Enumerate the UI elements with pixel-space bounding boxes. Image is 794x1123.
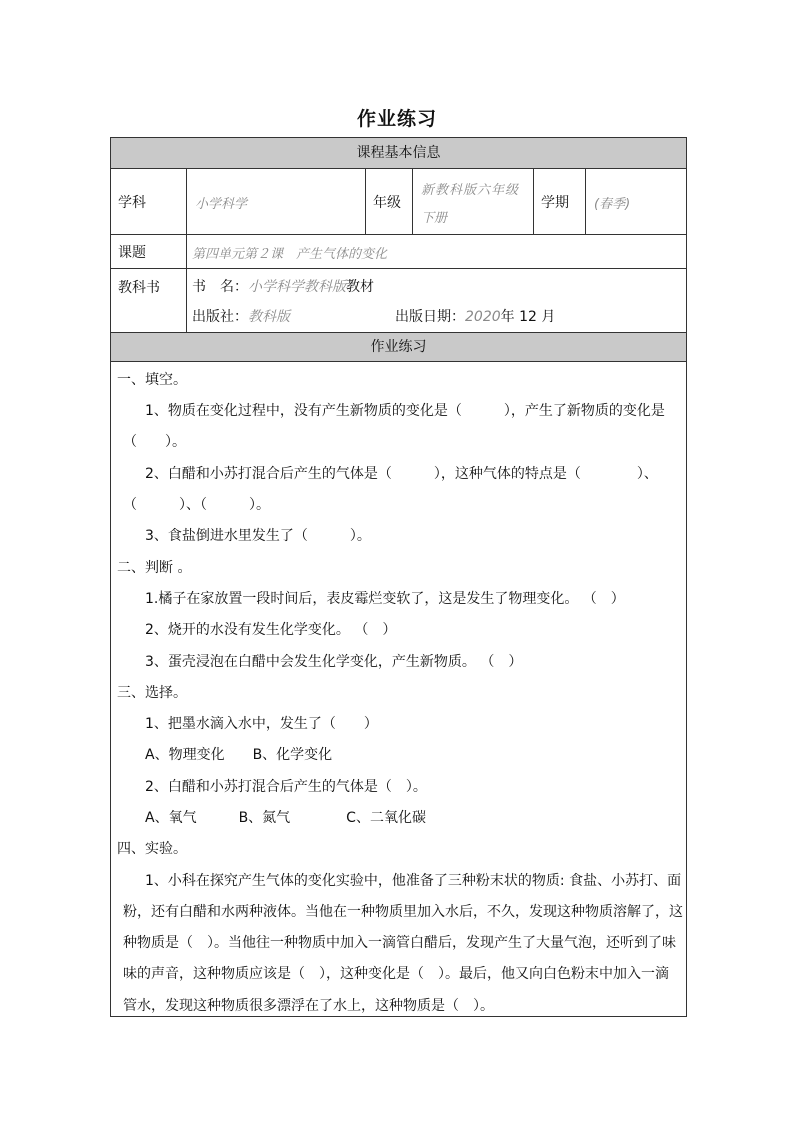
grade-cell [413,169,534,234]
subject-value: 小学科学 [195,197,248,212]
grade-label: 年级 [366,169,413,234]
question-line: 1、把墨水滴入水中，发生了（ ） [145,716,378,732]
term-label: 学期 [534,169,586,234]
date-year: 2020 [465,309,501,325]
question-line: 1、物质在变化过程中，没有产生新物质的变化是（ ），产生了新物质的变化是 [145,403,665,419]
grade-value-line2: 下册 [421,211,448,226]
book-suffix: 教材 [346,279,374,295]
section-choice: 三、选择。 [117,685,187,701]
question-line: 1.橘子在家放置一段时间后，表皮霉烂变软了，这是发生了物理变化。 （ ） [145,591,625,607]
topic-cell [187,235,686,268]
book-name-line [192,276,374,296]
subject-row [111,169,686,235]
book-value: 小学科学教科版 [248,279,346,295]
publisher-prefix: 出版社： [192,309,248,325]
option-line: A、物理变化 B、化学变化 [145,747,333,763]
topic-value: 第四单元第２课 产生气体的变化 [192,247,388,262]
homework-header: 作业练习 [111,333,686,362]
date-suffix: 年 12 月 [500,309,556,325]
question-line: 种物质是（ ）。当他往一种物质中加入一滴管白醋后，发现产生了大量气泡，还听到了味 [123,935,676,951]
question-line: 2、白醋和小苏打混合后产生的气体是（ ），这种气体的特点是（ ）、 [145,466,658,482]
term-cell [586,169,686,234]
question-line: 3、蛋壳浸泡在白醋中会发生化学变化，产生新物质。 （ ） [145,654,523,670]
page-title: 作业练习 [356,108,437,130]
course-info-header: 课程基本信息 [111,138,686,169]
topic-label: 课题 [111,235,187,268]
topic-row [111,235,686,269]
question-line: 1、小科在探究产生气体的变化实验中，他准备了三种粉末状的物质: 食盐、小苏打、面 [145,873,682,889]
question-line: 味的声音，这种物质应该是（ ），这种变化是（ ）。最后，他又向白色粉末中加入一滴 [123,966,669,982]
publisher-line [192,306,290,326]
option-line: A、氧气 B、氮气 C、二氧化碳 [145,810,426,826]
date-prefix: 出版日期： [395,309,465,325]
grade-value-line1: 新教科版六年级 [421,183,520,198]
question-line: （ ）。 [123,434,186,450]
book-prefix: 书 名： [192,279,248,295]
textbook-label: 教科书 [111,269,187,332]
term-value: (春季) [594,197,631,212]
question-line: （ ）、（ ）。 [123,497,270,513]
subject-cell [187,169,366,234]
question-line: 3、食盐倒进水里发生了（ ）。 [145,528,371,544]
publisher-value: 教科版 [248,309,290,325]
question-line: 2、白醋和小苏打混合后产生的气体是（ ）。 [145,779,427,795]
section-experiment: 四、实验。 [117,841,187,857]
question-line: 2、烧开的水没有发生化学变化。 （ ） [145,622,397,638]
question-line: 管水，发现这种物质很多漂浮在了水上，这种物质是（ ）。 [123,998,494,1014]
subject-label: 学科 [111,169,187,234]
publish-date-line [395,306,555,326]
question-line: 粉，还有白醋和水两种液体。当他在一种物质里加入水后，不久，发现这种物质溶解了，这 [123,904,683,920]
textbook-row [111,269,686,333]
section-true-false: 二、判断 。 [117,560,192,576]
section-fill-blank: 一、填空。 [117,372,187,388]
textbook-cell [187,269,686,332]
